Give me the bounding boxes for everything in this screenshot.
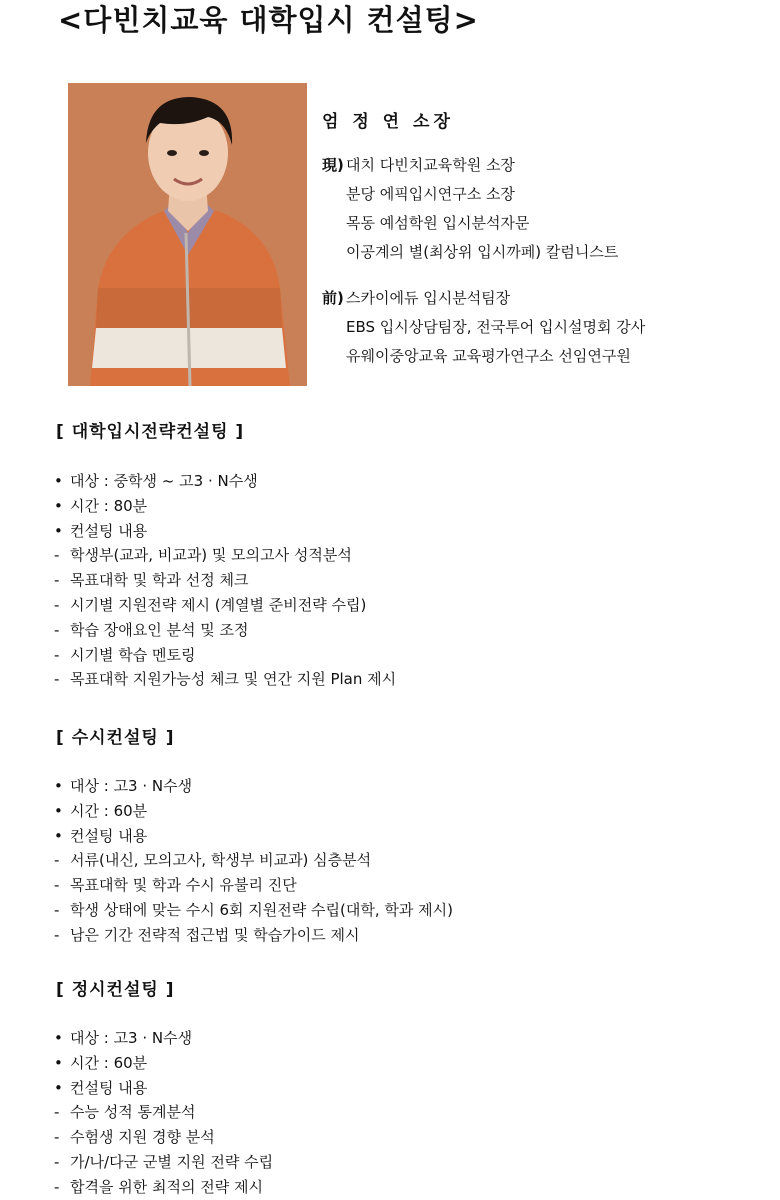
- list-item: [54, 593, 396, 618]
- list-item-text: 목표대학 및 학과 선정 체크: [70, 571, 249, 590]
- list-marker: •: [54, 1078, 63, 1097]
- list-item: [54, 618, 396, 643]
- list-item: [54, 1100, 273, 1125]
- career-line: [322, 313, 645, 342]
- list-marker: -: [54, 925, 60, 944]
- career-line: [322, 209, 618, 238]
- former-prefix: 前): [322, 289, 344, 307]
- list-item-text: 대상 : 고3 · N수생: [70, 777, 193, 795]
- section-list-strategy: [54, 469, 396, 692]
- list-item: [54, 824, 453, 849]
- list-item-text: 시간 : 80분: [70, 496, 148, 515]
- list-item-text: 학생부(교과, 비교과) 및 모의고사 성적분석: [70, 546, 352, 565]
- list-item: [54, 1175, 273, 1200]
- list-item: [54, 923, 453, 948]
- portrait-icon: [68, 83, 307, 386]
- list-item: [54, 848, 453, 873]
- list-marker: •: [54, 472, 63, 490]
- list-marker: •: [54, 1053, 63, 1072]
- list-item-text: 학생 상태에 맞는 수시 6회 지원전략 수립(대학, 학과 제시): [70, 900, 453, 919]
- list-marker: -: [54, 1177, 60, 1196]
- list-item-text: 컨설팅 내용: [70, 826, 148, 845]
- list-item: [54, 568, 396, 593]
- list-marker: •: [54, 826, 63, 845]
- portrait-photo: [68, 83, 307, 386]
- list-marker: -: [54, 645, 60, 664]
- list-marker: -: [54, 571, 60, 590]
- list-item-text: 대상 : 고3 · N수생: [70, 1029, 193, 1047]
- list-item: [54, 667, 396, 692]
- list-item-text: 학습 장애요인 분석 및 조정: [70, 620, 249, 639]
- list-marker: -: [54, 1103, 60, 1122]
- list-item-text: 목표대학 및 학과 수시 유불리 진단: [70, 876, 297, 895]
- list-item: [54, 494, 396, 519]
- list-item: [54, 643, 396, 668]
- page-title: <다빈치교육 대학입시 컨설팅>: [58, 3, 479, 37]
- list-item: [54, 1026, 273, 1051]
- section-heading-jeongsi: [ 정시컨설팅 ]: [56, 980, 175, 1000]
- list-marker: -: [54, 620, 60, 639]
- list-item-text: 목표대학 지원가능성 체크 및 연간 지원 Plan 제시: [70, 670, 397, 689]
- career-line: [322, 284, 645, 313]
- list-item-text: 서류(내신, 모의고사, 학생부 비교과) 심층분석: [70, 851, 372, 870]
- career-line: [322, 238, 618, 267]
- list-item-text: 시기별 학습 멘토링: [70, 645, 196, 664]
- list-marker: •: [54, 801, 63, 820]
- list-marker: -: [54, 851, 60, 870]
- career-item: 스카이에듀 입시분석팀장: [346, 289, 511, 307]
- list-item: [54, 469, 396, 494]
- list-item-text: 컨설팅 내용: [70, 1078, 148, 1097]
- list-marker: -: [54, 546, 60, 565]
- section-heading-susi: [ 수시컨설팅 ]: [56, 728, 175, 748]
- list-marker: -: [54, 1128, 60, 1147]
- list-item-text: 가/나/다군 군별 지원 전략 수립: [70, 1152, 274, 1171]
- section-heading-strategy: [ 대학입시전략컨설팅 ]: [56, 422, 245, 442]
- career-line: [322, 342, 645, 371]
- list-item-text: 대상 : 중학생 ~ 고3 · N수생: [70, 472, 258, 490]
- list-item: [54, 873, 453, 898]
- current-prefix: 現): [322, 156, 344, 174]
- list-marker: •: [54, 521, 63, 540]
- current-positions: [322, 151, 618, 267]
- career-item: 유웨이중앙교육 교육평가연구소 선임연구원: [346, 347, 631, 365]
- list-item-text: 수험생 지원 경향 분석: [70, 1128, 215, 1147]
- career-line: [322, 180, 618, 209]
- list-item-text: 시간 : 60분: [70, 801, 148, 820]
- career-item: 이공계의 별(최상위 입시까페) 칼럼니스트: [346, 243, 619, 261]
- list-item-text: 시간 : 60분: [70, 1053, 148, 1072]
- list-item: [54, 1125, 273, 1150]
- list-item: [54, 799, 453, 824]
- list-item-text: 시기별 지원전략 제시 (계열별 준비전략 수립): [70, 595, 367, 614]
- list-marker: -: [54, 876, 60, 895]
- list-marker: -: [54, 595, 60, 614]
- list-marker: •: [54, 777, 63, 795]
- list-item: [54, 898, 453, 923]
- career-item: 분당 에픽입시연구소 소장: [346, 185, 515, 203]
- career-item: 대치 다빈치교육학원 소장: [346, 156, 515, 174]
- section-list-jeongsi: [54, 1026, 273, 1200]
- former-positions: [322, 284, 645, 371]
- list-marker: -: [54, 670, 60, 689]
- list-item: [54, 774, 453, 799]
- list-item-text: 남은 기간 전략적 접근법 및 학습가이드 제시: [70, 925, 360, 944]
- list-marker: •: [54, 1029, 63, 1047]
- list-item-text: 합격을 위한 최적의 전략 제시: [70, 1177, 263, 1196]
- list-item-text: 수능 성적 통계분석: [70, 1103, 196, 1122]
- list-item: [54, 1051, 273, 1076]
- list-marker: -: [54, 900, 60, 919]
- list-marker: •: [54, 496, 63, 515]
- section-list-susi: [54, 774, 453, 948]
- consultant-name: 엄 정 연 소장: [322, 112, 454, 132]
- list-item: [54, 543, 396, 568]
- career-item: 목동 예섬학원 입시분석자문: [346, 214, 530, 232]
- list-item: [54, 519, 396, 544]
- list-item: [54, 1150, 273, 1175]
- list-marker: -: [54, 1152, 60, 1171]
- list-item: [54, 1076, 273, 1101]
- list-item-text: 컨설팅 내용: [70, 521, 148, 540]
- career-item: EBS 입시상담팀장, 전국투어 입시설명회 강사: [346, 318, 646, 336]
- career-line: [322, 151, 618, 180]
